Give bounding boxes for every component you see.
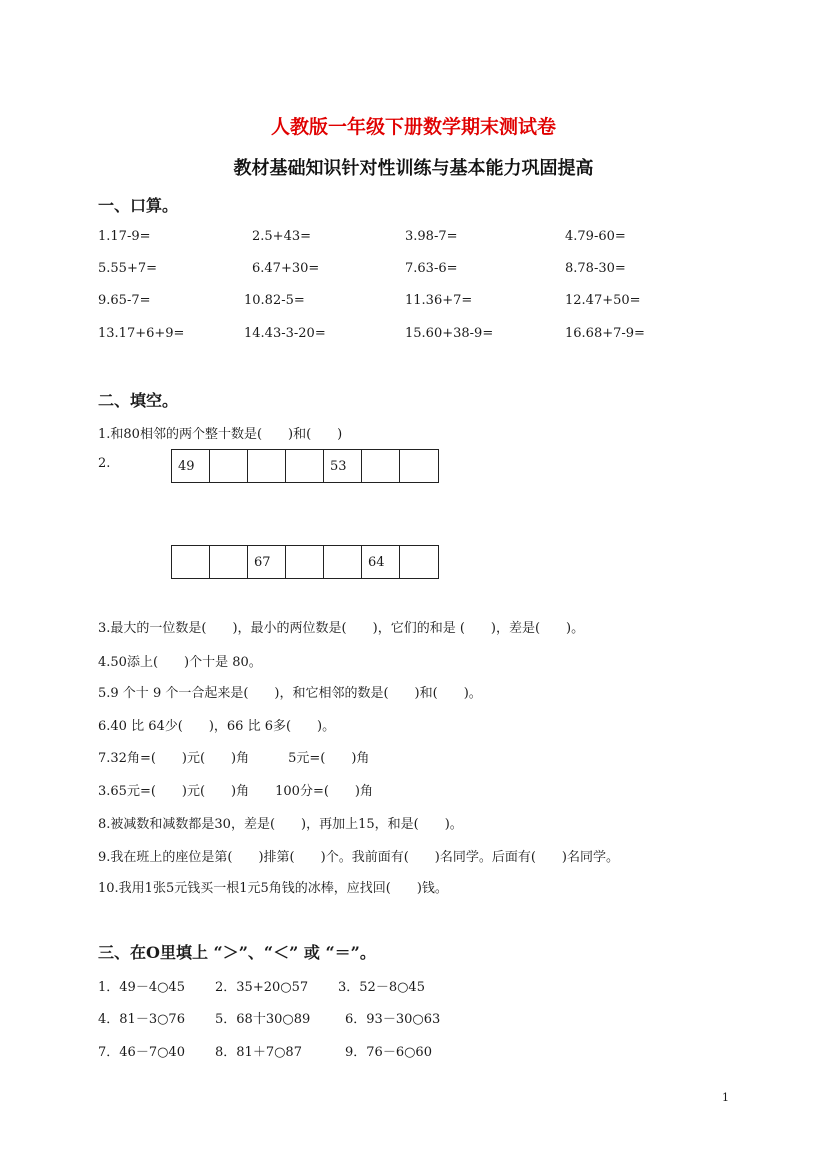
fill-blank-q8: 8.被减数和减数都是30，差是( )，再加上15，和是( )。 [98,817,463,832]
calc-item: 6.47+30= [252,261,320,276]
document-subtitle: 教材基础知识针对性训练与基本能力巩固提高 [233,158,594,179]
calc-item: 13.17+6+9= [98,326,185,341]
grid-cell [324,546,362,578]
calc-item: 7.63-6= [405,261,458,276]
fill-blank-q1: 1.和80相邻的两个整十数是( )和( ) [98,427,343,442]
compare-item: 6．93－30○63 [345,1012,441,1027]
calc-item: 1.17-9= [98,229,151,244]
grid-cell: 49 [172,450,210,482]
grid-cell [400,450,438,482]
section2-heading: 二、填空。 [98,391,179,410]
fill-blank-q5: 5.9 个十 9 个一合起来是( )，和它相邻的数是( )和( )。 [98,686,482,701]
section3-heading: 三、在O里填上 “＞”、“＜” 或 “＝”。 [98,943,376,962]
section1-heading: 一、口算。 [98,196,179,215]
grid-cell [400,546,438,578]
fill-blank-q3: 3.最大的一位数是( )，最小的两位数是( )，它们的和是 ( )，差是( )。 [98,621,585,636]
compare-item: 4．81－3○76 [98,1012,185,1027]
compare-item: 8．81＋7○87 [215,1045,302,1060]
calc-item: 4.79-60= [565,229,626,244]
calc-item: 8.78-30= [565,261,626,276]
fill-blank-q10: 10.我用1张5元钱买一根1元5角钱的冰棒，应找回( )钱。 [98,881,448,896]
fill-blank-q6: 6.40 比 64少( )，66 比 6多( )。 [98,719,336,734]
grid-cell: 53 [324,450,362,482]
grid-cell [248,450,286,482]
calc-item: 2.5+43= [252,229,312,244]
fill-blank-q7b: 3.65元=( )元( )角 100分=( )角 [98,784,373,799]
fill-blank-q7: 7.32角=( )元( )角 5元=( )角 [98,751,370,766]
grid-cell [362,450,400,482]
grid-cell [210,450,248,482]
grid-cell [286,546,324,578]
compare-item: 5．68十30○89 [215,1012,311,1027]
compare-item: 2．35+20○57 [215,980,309,995]
number-grid-1 [171,449,439,483]
calc-item: 14.43-3-20= [244,326,326,341]
compare-item: 1．49－4○45 [98,980,185,995]
calc-item: 9.65-7= [98,293,151,308]
calc-item: 5.55+7= [98,261,158,276]
grid-cell [172,546,210,578]
fill-blank-q2-label: 2. [98,456,111,471]
fill-blank-q4: 4.50添上( )个十是 80。 [98,655,262,670]
compare-item: 7．46－7○40 [98,1045,185,1060]
fill-blank-q9: 9.我在班上的座位是第( )排第( )个。我前面有( )名同学。后面有( )名同学。 [98,850,619,865]
grid-cell: 64 [362,546,400,578]
grid-cell [286,450,324,482]
document-title: 人教版一年级下册数学期末测试卷 [270,116,556,138]
calc-item: 16.68+7-9= [565,326,645,341]
grid-cell [210,546,248,578]
compare-item: 3．52－8○45 [338,980,425,995]
calc-item: 12.47+50= [565,293,641,308]
grid-cell: 67 [248,546,286,578]
number-grid-2 [171,545,439,579]
calc-item: 3.98-7= [405,229,458,244]
calc-item: 10.82-5= [244,293,305,308]
calc-item: 15.60+38-9= [405,326,494,341]
calc-item: 11.36+7= [405,293,473,308]
compare-item: 9．76－6○60 [345,1045,432,1060]
page-number: 1 [722,1091,729,1104]
